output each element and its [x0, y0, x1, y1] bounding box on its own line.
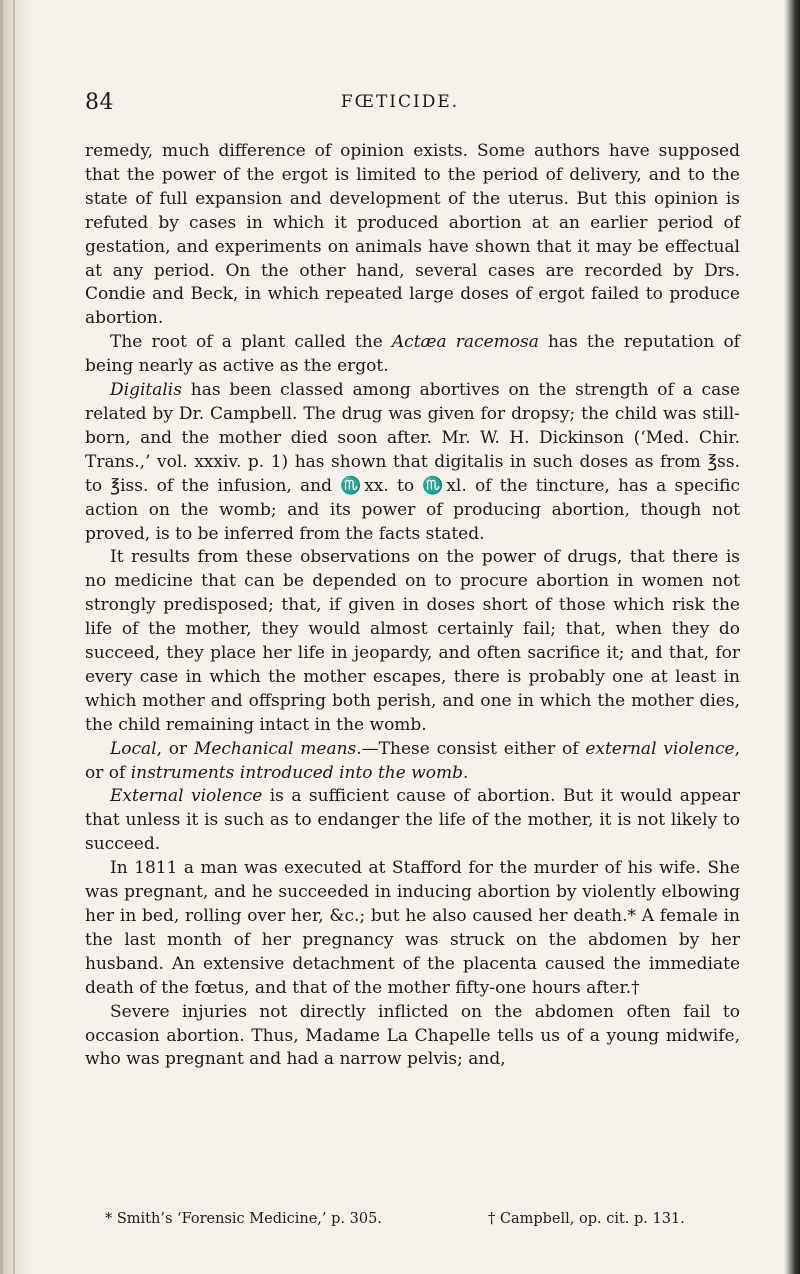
text-run: Severe injuries not directly inflicted on the abdomen often fail to occasion abortion. Thus, Madame La Chapelle tells us of a young midwife, who was pregnant and had a narrow pelvis; and, [85, 1001, 740, 1070]
italic-text: External violence [110, 786, 263, 807]
text-run: is a sufficient cause of abortion. But it would appear that unless it is such as to endanger the life of the mother, it is not likely to succeed. [85, 786, 740, 855]
italic-text: Digitalis [110, 380, 182, 401]
page-binding-edge [0, 0, 33, 1274]
text-run: . [462, 762, 469, 783]
text-run: It results from these observations on the power of drugs, that there is no medicine that can be depended on to procure abortion in women not strongly predisposed; that, if given in doses short of those which risk the life of the mother, they would almost certainly fail; that, when they do succeed, they place her life in jeopardy, and often sacrifice it; and that, for every case in which the mother escapes, there is probably one at least in which mother and offspring both perish, and one in which the mother dies, the child remaining intact in the womb. [85, 547, 740, 735]
text-run: , or [156, 738, 194, 759]
footnote-smith: * Smith’s ‘Forensic Medicine,’ p. 305. [105, 1211, 382, 1227]
paragraph [85, 379, 740, 546]
paragraph [85, 546, 740, 737]
body-text [85, 140, 740, 1072]
italic-text: external violence [585, 738, 735, 759]
paragraph [85, 1001, 740, 1073]
paragraph [85, 738, 740, 786]
italic-text: Actæa racemosa [391, 332, 539, 353]
italic-text: Mechanical means [193, 738, 357, 759]
page-number: 84 [85, 90, 114, 115]
text-run: , or of [85, 738, 740, 783]
text-run: In 1811 a man was executed at Stafford for the murder of his wife. She was pregnant, and he succeeded in inducing abortion by violently elbowing her in bed, rolling over her, &c.; but he also caused her death.* A female in the last month of her pregnancy was struck on the abdomen by her husband. An extensive detachment of the placenta caused the immediate death of the fœtus, and that of the mother fifty-one hours after.† [85, 858, 740, 998]
paragraph [85, 857, 740, 1000]
text-run: has the reputation of being nearly as active as the ergot. [85, 332, 740, 377]
text-run: has been classed among abortives on the strength of a case related by Dr. Campbell. The drug was given for dropsy; the child was still-born, and the mother died soon after. Mr. W. H. Dickinson (‘Med. Chir. Trans.,’ vol. xxxiv. p. 1) has shown that digitalis in such doses as from ℥ss. to ℥iss. of the infusion, and ♏xx. to ♏xl. of the tincture, has a specific action on the womb; and its power of producing abortion, though not proved, is to be inferred from the facts stated. [85, 380, 740, 544]
paragraph [85, 331, 740, 379]
page-header [0, 90, 800, 120]
page-right-edge [784, 0, 800, 1274]
running-title: FŒTICIDE. [340, 92, 460, 112]
italic-text: instruments introduced into the womb [130, 762, 463, 783]
paragraph [85, 140, 740, 331]
paragraph [85, 785, 740, 857]
italic-text: Local [110, 738, 157, 759]
text-run: remedy, much difference of opinion exists. Some authors have supposed that the power of the ergot is limited to the period of delivery, and to the state of full expansion and development of the uterus. But this opinion is refuted by cases in which it produced abortion at an earlier period of gestation, and experiments on animals have shown that it may be effectual at any period. On the other hand, several cases are recorded by Drs. Condie and Beck, in which repeated large doses of ergot failed to produce abortion. [85, 141, 740, 329]
text-run: .—These consist either of [356, 738, 586, 759]
footnote-campbell: † Campbell, op. cit. p. 131. [488, 1211, 685, 1227]
text-run: The root of a plant called the [110, 332, 392, 353]
